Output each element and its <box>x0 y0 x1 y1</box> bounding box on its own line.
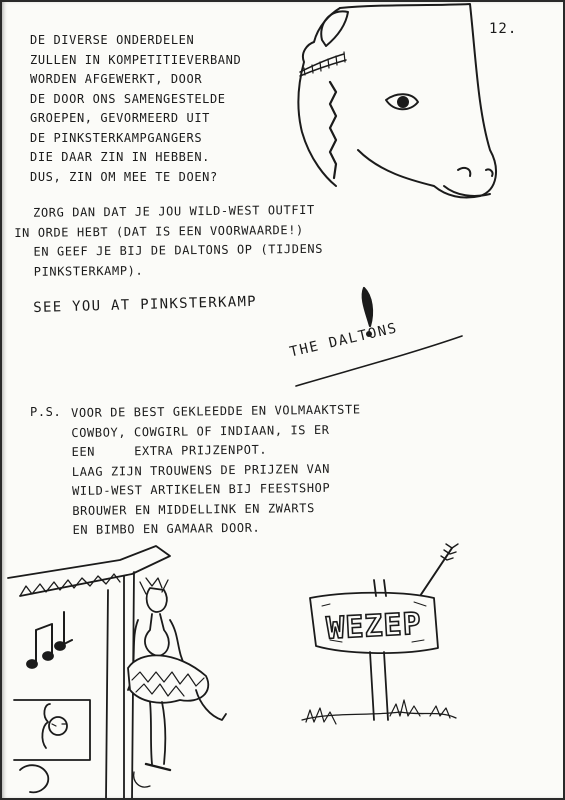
intro-line: DIE DAAR ZIN IN HEBBEN. <box>30 150 210 164</box>
outfit-line: IN ORDE HEBT (DAT IS EEN VOORWAARDE!) <box>14 222 304 240</box>
intro-line: DE PINKSTERKAMPGANGERS <box>30 130 203 145</box>
ps-line: COWBOY, COWGIRL OF INDIAAN, IS ER <box>71 422 330 440</box>
intro-line: GROEPEN, GEVORMEERD UIT <box>30 111 210 125</box>
ps-label: P.S. <box>30 405 62 419</box>
ps-line: EN BIMBO EN GAMAAR DOOR. <box>72 520 261 537</box>
ps-line: EEN EXTRA PRIJZENPOT. <box>71 442 268 459</box>
outfit-line: EN GEEF JE BIJ DE DALTONS OP (TIJDENS <box>33 241 324 259</box>
outfit-line: ZORG DAN DAT JE JOU WILD-WEST OUTFIT <box>33 202 315 220</box>
ps-line: LAAG ZIJN TROUWENS DE PRIJZEN VAN <box>71 461 331 479</box>
intro-line: DUS, ZIN OM MEE TE DOEN? <box>30 169 218 184</box>
ps-line: WILD-WEST ARTIKELEN BIJ FEESTSHOP <box>71 480 331 498</box>
outfit-line: PINKSTERKAMP). <box>33 263 144 279</box>
intro-line: DE DIVERSE ONDERDELEN <box>30 33 195 47</box>
intro-line: DE DOOR ONS SAMENGESTELDE <box>30 91 226 106</box>
page-number: 12. <box>489 21 518 37</box>
sign-text: WEZEP <box>325 606 423 647</box>
intro-line: ZULLEN IN KOMPETITIEVERBAND <box>30 52 242 67</box>
ps-line: BROUWER EN MIDDELLINK EN ZWARTS <box>72 500 315 518</box>
ps-line: VOOR DE BEST GEKLEEDDE EN VOLMAAKTSTE <box>71 402 361 420</box>
see-you-line: SEE YOU AT PINKSTERKAMP <box>33 293 258 316</box>
intro-line: WORDEN AFGEWERKT, DOOR <box>30 72 203 86</box>
signature-the-daltons: THE DALTONS <box>288 320 400 361</box>
